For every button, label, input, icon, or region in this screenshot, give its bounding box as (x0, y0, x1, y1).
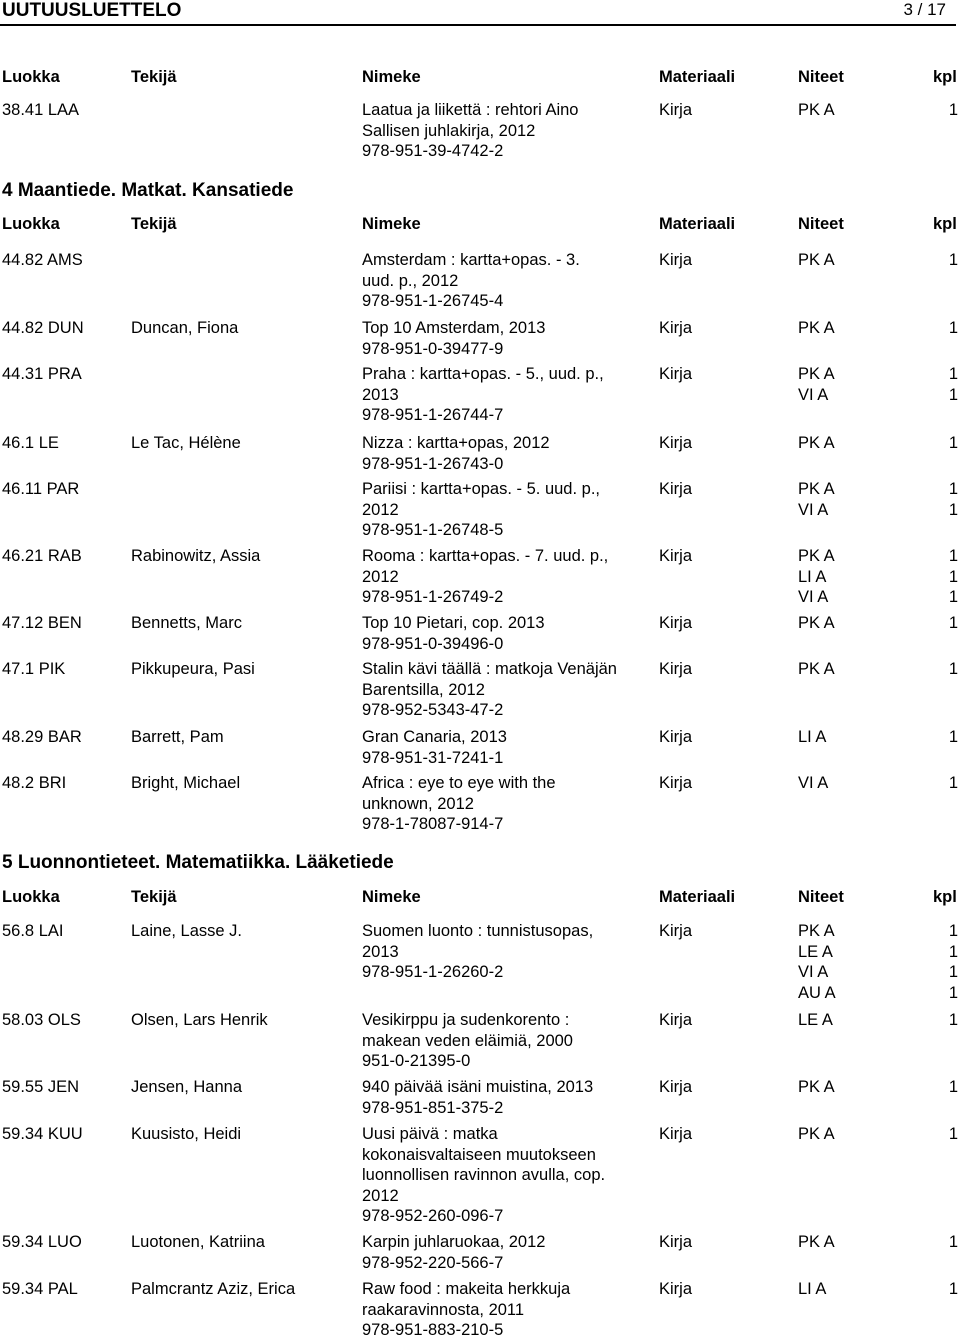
copy-count: 1 (948, 922, 958, 940)
copy-location: VI A (798, 774, 829, 792)
author: Barrett, Pam (131, 728, 224, 746)
material: Kirja (659, 1125, 693, 1143)
copies-location-list (798, 659, 835, 680)
column-header-row (0, 215, 960, 237)
copy-count: 1 (948, 614, 958, 632)
material: Kirja (659, 365, 693, 383)
column-header-luokka: Luokka (2, 68, 60, 86)
copy-count: 1 (948, 251, 958, 269)
title-line: Rooma : kartta+opas. - 7. uud. p., (362, 547, 609, 565)
column-header-niteet: Niteet (798, 68, 844, 86)
title-block (362, 1232, 652, 1273)
title-line: Africa : eye to eye with the (362, 774, 556, 792)
document-title: UUTUUSLUETTELO (2, 0, 182, 21)
title-line: unknown, 2012 (362, 794, 474, 813)
title-line: uud. p., 2012 (362, 271, 459, 290)
author: Olsen, Lars Henrik (131, 1011, 268, 1029)
copy-location: PK A (798, 251, 835, 269)
column-header-kpl: kpl (933, 888, 957, 906)
isbn: 978-952-5343-47-2 (362, 701, 504, 719)
copy-location: VI A (798, 588, 829, 606)
copies-count-list (946, 613, 958, 634)
column-header-tekija: Tekijä (131, 215, 177, 233)
copies-count-list (946, 364, 958, 405)
copy-location: PK A (798, 660, 835, 678)
isbn: 978-951-851-375-2 (362, 1098, 504, 1117)
title-block (362, 1077, 652, 1118)
copy-location: PK A (798, 319, 835, 337)
copies-location-list (798, 100, 835, 121)
isbn: 978-951-1-26745-4 (362, 292, 504, 310)
copies-count-list (946, 100, 958, 121)
page-header (2, 0, 946, 22)
isbn: 978-951-1-26743-0 (362, 454, 504, 473)
isbn: 978-951-0-39477-9 (362, 339, 504, 358)
copies-count-list (946, 318, 958, 339)
title-block (362, 659, 652, 721)
class-code: 44.82 DUN (2, 319, 84, 337)
isbn: 978-951-883-210-5 (362, 1321, 504, 1339)
material: Kirja (659, 251, 693, 269)
material: Kirja (659, 660, 693, 678)
copy-location: VI A (798, 963, 829, 981)
title-line: 2013 (362, 385, 399, 404)
copy-location: LI A (798, 567, 827, 586)
class-code: 46.11 PAR (2, 480, 80, 498)
copy-location: LI A (798, 1280, 827, 1298)
author: Le Tac, Hélène (131, 434, 241, 452)
isbn: 978-951-31-7241-1 (362, 748, 504, 767)
title-line: Amsterdam : kartta+opas. - 3. (362, 251, 580, 269)
section-title: 5 Luonnontieteet. Matematiikka. Lääketiede (2, 852, 394, 873)
copy-location: PK A (798, 614, 835, 632)
material: Kirja (659, 101, 693, 119)
column-header-materiaali: Materiaali (659, 68, 736, 86)
copy-count: 1 (948, 385, 958, 404)
copy-count: 1 (948, 942, 958, 961)
material: Kirja (659, 922, 693, 940)
section-title: 4 Maantiede. Matkat. Kansatiede (2, 180, 294, 201)
title-line: Uusi päivä : matka (362, 1125, 498, 1143)
class-code: 59.34 LUO (2, 1233, 82, 1251)
title-line: Nizza : kartta+opas, 2012 (362, 434, 550, 452)
material: Kirja (659, 434, 693, 452)
copy-location: VI A (798, 500, 829, 519)
copy-count: 1 (948, 365, 958, 383)
column-header-nimeke: Nimeke (362, 215, 421, 233)
copies-location-list (798, 479, 835, 520)
copies-count-list (946, 433, 958, 454)
material: Kirja (659, 1078, 693, 1096)
copies-count-list (946, 727, 958, 748)
copy-location: PK A (798, 547, 835, 565)
title-line: Sallisen juhlakirja, 2012 (362, 121, 536, 140)
title-block (362, 1010, 652, 1072)
isbn: 951-0-21395-0 (362, 1052, 471, 1070)
class-code: 48.2 BRI (2, 774, 67, 792)
copies-location-list (798, 613, 835, 634)
copy-count: 1 (948, 434, 958, 452)
title-line: Stalin kävi täällä : matkoja Venäjän (362, 660, 617, 678)
copy-location: PK A (798, 101, 835, 119)
title-block (362, 546, 652, 608)
copy-count: 1 (948, 1233, 958, 1251)
copy-location: LI A (798, 728, 827, 746)
column-header-tekija: Tekijä (131, 888, 177, 906)
copy-location: LE A (798, 942, 833, 961)
class-code: 46.1 LE (2, 434, 59, 452)
column-header-niteet: Niteet (798, 215, 844, 233)
copy-count: 1 (948, 101, 958, 119)
copy-location: PK A (798, 922, 835, 940)
column-header-nimeke: Nimeke (362, 68, 421, 86)
copies-location-list (798, 546, 835, 608)
title-line: Raw food : makeita herkkuja (362, 1280, 571, 1298)
column-header-luokka: Luokka (2, 215, 60, 233)
author: Palmcrantz Aziz, Erica (131, 1280, 296, 1298)
copy-count: 1 (948, 1078, 958, 1096)
column-header-luokka: Luokka (2, 888, 60, 906)
title-line: luonnollisen ravinnon avulla, cop. (362, 1166, 606, 1184)
copies-count-list (946, 1232, 958, 1253)
author: Luotonen, Katriina (131, 1233, 265, 1251)
copy-count: 1 (948, 500, 958, 519)
copies-count-list (946, 250, 958, 271)
class-code: 47.1 PIK (2, 660, 66, 678)
author: Rabinowitz, Assia (131, 547, 261, 565)
copy-count: 1 (948, 567, 958, 586)
copies-count-list (946, 921, 958, 1003)
author: Bright, Michael (131, 774, 241, 792)
author: Jensen, Hanna (131, 1078, 242, 1096)
title-block (362, 727, 652, 768)
column-header-kpl: kpl (933, 215, 957, 233)
title-line: Top 10 Pietari, cop. 2013 (362, 614, 545, 632)
author: Kuusisto, Heidi (131, 1125, 242, 1143)
material: Kirja (659, 1280, 693, 1298)
title-line: 940 päivää isäni muistina, 2013 (362, 1078, 594, 1096)
copies-count-list (946, 773, 958, 794)
isbn: 978-951-1-26748-5 (362, 521, 504, 539)
title-block (362, 364, 652, 426)
copies-count-list (946, 546, 958, 608)
copies-location-list (798, 727, 826, 748)
title-block (362, 1279, 652, 1341)
copies-count-list (946, 659, 958, 680)
class-code: 44.31 PRA (2, 365, 82, 383)
material: Kirja (659, 319, 693, 337)
copy-count: 1 (948, 660, 958, 678)
class-code: 38.41 LAA (2, 101, 80, 119)
copy-location: PK A (798, 1125, 835, 1143)
title-line: Suomen luonto : tunnistusopas, (362, 922, 594, 940)
copies-count-list (946, 1077, 958, 1098)
copies-count-list (946, 479, 958, 520)
title-line: 2012 (362, 1186, 399, 1205)
title-block (362, 921, 652, 983)
copy-location: VI A (798, 385, 829, 404)
copies-count-list (946, 1279, 958, 1300)
copies-location-list (798, 1279, 826, 1300)
title-block (362, 250, 652, 312)
class-code: 48.29 BAR (2, 728, 82, 746)
copy-location: PK A (798, 1078, 835, 1096)
title-block (362, 1124, 652, 1227)
title-line: Barentsilla, 2012 (362, 680, 485, 699)
copy-count: 1 (948, 547, 958, 565)
copy-count: 1 (948, 728, 958, 746)
copy-count: 1 (948, 1125, 958, 1143)
isbn: 978-951-39-4742-2 (362, 142, 504, 160)
title-line: raakaravinnosta, 2011 (362, 1300, 525, 1319)
material: Kirja (659, 614, 693, 632)
author: Laine, Lasse J. (131, 922, 242, 940)
class-code: 59.34 KUU (2, 1125, 83, 1143)
material: Kirja (659, 547, 693, 565)
material: Kirja (659, 728, 693, 746)
copy-location: PK A (798, 434, 835, 452)
column-header-nimeke: Nimeke (362, 888, 421, 906)
column-header-materiaali: Materiaali (659, 888, 736, 906)
copies-location-list (798, 318, 835, 339)
title-line: Vesikirppu ja sudenkorento : (362, 1011, 570, 1029)
copy-location: PK A (798, 480, 835, 498)
copy-location: AU A (798, 983, 836, 1002)
title-block (362, 318, 652, 359)
copy-count: 1 (948, 480, 958, 498)
column-header-tekija: Tekijä (131, 68, 177, 86)
class-code: 59.34 PAL (2, 1280, 78, 1298)
column-header-row (0, 68, 960, 90)
copy-location: PK A (798, 1233, 835, 1251)
material: Kirja (659, 1011, 693, 1029)
material: Kirja (659, 774, 693, 792)
copy-count: 1 (948, 983, 958, 1002)
title-line: Gran Canaria, 2013 (362, 728, 507, 746)
title-block (362, 613, 652, 654)
copies-location-list (798, 433, 835, 454)
isbn: 978-951-0-39496-0 (362, 634, 504, 653)
page-number: 3 / 17 (903, 0, 946, 19)
class-code: 46.21 RAB (2, 547, 82, 565)
title-line: 2012 (362, 500, 399, 519)
header-rule (0, 24, 956, 26)
copies-location-list (798, 364, 835, 405)
copy-count: 1 (948, 963, 958, 981)
column-header-row (0, 888, 960, 910)
class-code: 47.12 BEN (2, 614, 82, 632)
isbn: 978-952-260-096-7 (362, 1207, 504, 1225)
isbn: 978-951-1-26749-2 (362, 588, 504, 606)
title-line: kokonaisvaltaiseen muutokseen (362, 1145, 596, 1164)
copies-count-list (946, 1010, 958, 1031)
copy-count: 1 (948, 774, 958, 792)
class-code: 44.82 AMS (2, 251, 83, 269)
class-code: 56.8 LAI (2, 922, 64, 940)
title-line: Top 10 Amsterdam, 2013 (362, 319, 546, 337)
title-line: Praha : kartta+opas. - 5., uud. p., (362, 365, 604, 383)
copies-location-list (798, 250, 835, 271)
title-line: Karpin juhlaruokaa, 2012 (362, 1233, 546, 1251)
material: Kirja (659, 480, 693, 498)
copies-location-list (798, 921, 836, 1003)
isbn: 978-951-1-26260-2 (362, 963, 504, 981)
copies-location-list (798, 1232, 835, 1253)
title-line: 2013 (362, 942, 399, 961)
title-block (362, 479, 652, 541)
isbn: 978-952-220-566-7 (362, 1253, 504, 1272)
copies-count-list (946, 1124, 958, 1145)
title-block (362, 773, 652, 835)
copy-count: 1 (948, 1011, 958, 1029)
copies-location-list (798, 1010, 833, 1031)
isbn: 978-1-78087-914-7 (362, 815, 504, 833)
copy-count: 1 (948, 588, 958, 606)
class-code: 58.03 OLS (2, 1011, 81, 1029)
title-line: Laatua ja liikettä : rehtori Aino (362, 101, 579, 119)
material: Kirja (659, 1233, 693, 1251)
copy-count: 1 (948, 319, 958, 337)
column-header-kpl: kpl (933, 68, 957, 86)
isbn: 978-951-1-26744-7 (362, 406, 504, 424)
class-code: 59.55 JEN (2, 1078, 80, 1096)
copy-location: LE A (798, 1011, 833, 1029)
title-line: Pariisi : kartta+opas. - 5. uud. p., (362, 480, 600, 498)
title-block (362, 100, 652, 162)
copy-count: 1 (948, 1280, 958, 1298)
column-header-niteet: Niteet (798, 888, 844, 906)
copies-location-list (798, 1124, 835, 1145)
author: Bennetts, Marc (131, 614, 242, 632)
copies-location-list (798, 1077, 835, 1098)
title-line: makean veden eläimiä, 2000 (362, 1031, 573, 1050)
author: Duncan, Fiona (131, 319, 239, 337)
column-header-materiaali: Materiaali (659, 215, 736, 233)
copies-location-list (798, 773, 828, 794)
title-line: 2012 (362, 567, 399, 586)
title-block (362, 433, 652, 474)
author: Pikkupeura, Pasi (131, 660, 255, 678)
copy-location: PK A (798, 365, 835, 383)
